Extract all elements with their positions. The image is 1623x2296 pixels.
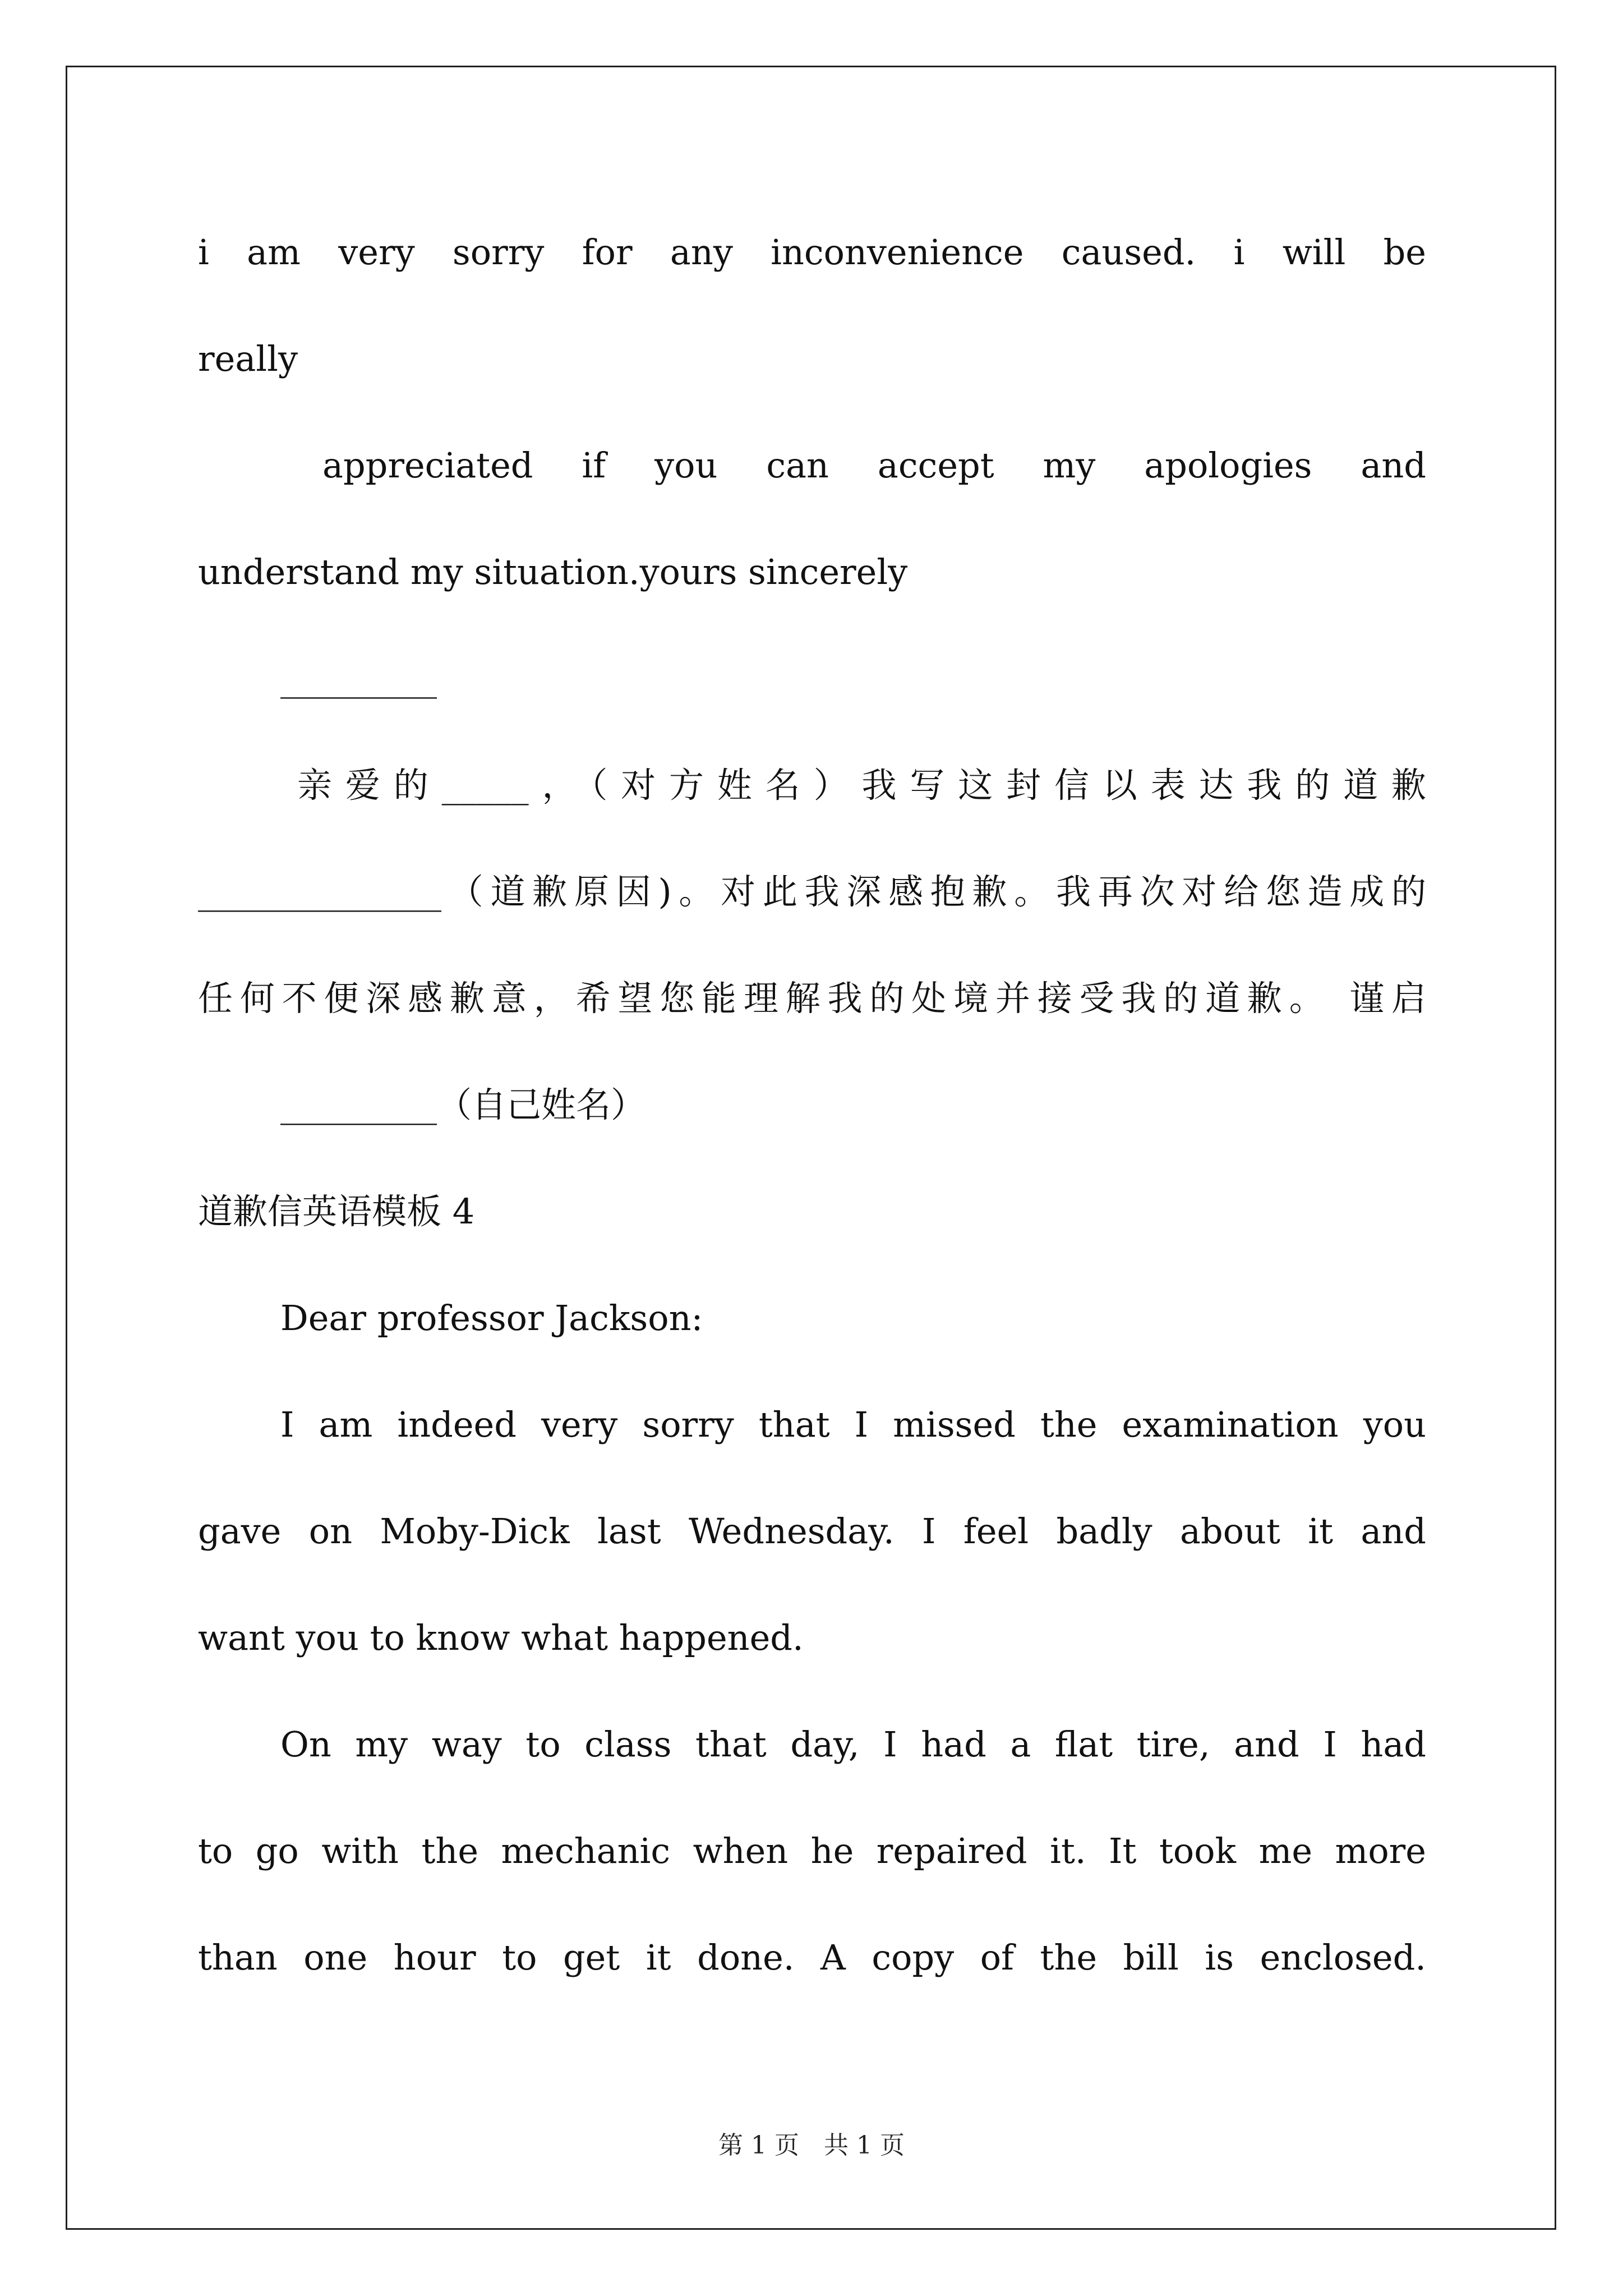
page-footer: 第 1 页 共 1 页 [718, 2131, 905, 2160]
signature-blank-en: _________ [280, 658, 437, 699]
page-border [66, 66, 1556, 2230]
body-line-7: want you to know what happened. [198, 1617, 804, 1658]
body-line-4: understand my situation.yours sincerely [198, 551, 908, 592]
signature-blank-cn: _________（自己姓名） [280, 1084, 646, 1125]
body-line-cn-1: 亲爱的_____，（对方姓名）我写这封信以表达我的道歉 [297, 765, 1426, 806]
body-line-3: appreciated if you can accept my apologies and [322, 445, 1426, 486]
body-line-1: i am very sorry for any inconvenience caused. i will be [198, 232, 1426, 273]
body-line-cn-3: 任何不便深感歉意，希望您能理解我的处境并接受我的道歉。 谨启 [198, 978, 1426, 1019]
body-line-9: to go with the mechanic when he repaired it. It took me more [198, 1830, 1426, 1871]
body-line-10: than one hour to get it done. A copy of the bill is enclosed. [198, 1937, 1426, 1978]
body-line-6: gave on Moby-Dick last Wednesday. I feel badly about it and [198, 1511, 1426, 1552]
section-heading: 道歉信英语模板 4 [198, 1191, 475, 1232]
body-line-5: I am indeed very sorry that I missed the examination you [280, 1404, 1426, 1445]
body-line-cn-2: ______________（道歉原因)。对此我深感抱歉。我再次对给您造成的 [198, 871, 1426, 912]
salutation: Dear professor Jackson: [280, 1297, 703, 1338]
body-line-2: really [198, 338, 298, 379]
body-line-8: On my way to class that day, I had a flat tire, and I had [280, 1724, 1426, 1765]
